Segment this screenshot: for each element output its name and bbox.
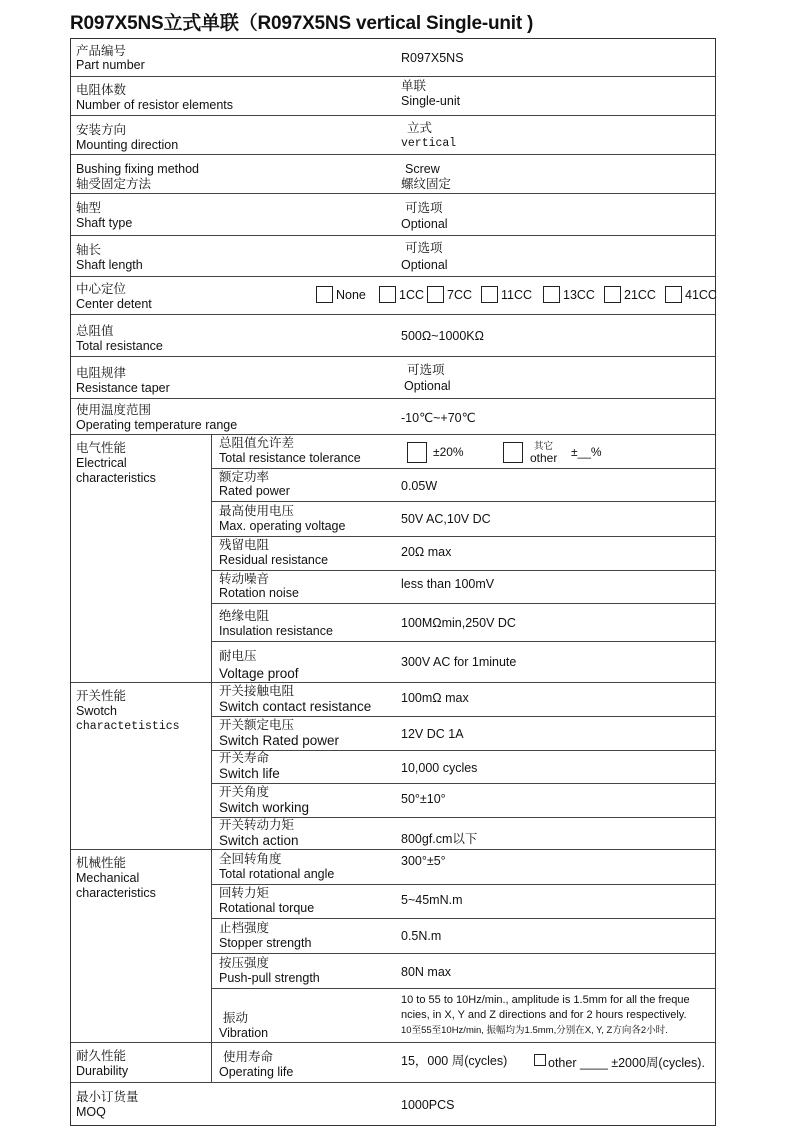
checkbox[interactable]	[481, 286, 498, 303]
label-cn: 最小订货量	[76, 1090, 139, 1104]
sub-row-push-pull-strength	[211, 954, 715, 989]
detent-option-none[interactable]	[316, 286, 366, 303]
sub-row-switch-life	[211, 751, 715, 784]
value: less than 100mV	[401, 577, 495, 591]
checkbox[interactable]	[665, 286, 682, 303]
option-label: 1CC	[399, 287, 425, 302]
group-label-en-1: Electrical	[76, 456, 127, 470]
group-label-en-2: characteristics	[76, 471, 156, 485]
label-cn: 开关角度	[219, 785, 270, 799]
label-en: MOQ	[76, 1105, 106, 1119]
page-title: R097X5NS立式单联（R097X5NS vertical Single-unit )	[70, 13, 534, 34]
label-cn: 轴型	[76, 201, 102, 215]
checkbox[interactable]	[543, 286, 560, 303]
label-en: Insulation resistance	[219, 624, 333, 638]
group-label-en: Durability	[76, 1064, 129, 1078]
sub-row-total-rotational-angle	[211, 850, 715, 885]
label-cn: 开关寿命	[219, 751, 270, 765]
label-en: Vibration	[219, 1026, 269, 1040]
value-line-2: ncies, in X, Y and Z directions and for 2 hours respectively.	[401, 1009, 687, 1021]
other-checkbox[interactable]	[534, 1054, 546, 1066]
option-label: 7CC	[447, 287, 473, 302]
sub-row-vibration	[211, 989, 715, 1043]
label-en: Switch life	[219, 766, 280, 781]
tolerance-other-checkbox[interactable]	[503, 442, 523, 463]
label-cn: 安装方向	[76, 123, 127, 137]
group-label	[76, 1049, 128, 1079]
group-electrical	[71, 435, 715, 683]
label-cn: 回转力矩	[219, 886, 270, 900]
label-en: Voltage proof	[219, 666, 299, 681]
label-en: Shaft type	[76, 216, 133, 230]
row-part-number	[71, 39, 715, 77]
group-label-cn: 开关性能	[76, 689, 127, 703]
detent-option-11cc[interactable]	[481, 286, 532, 303]
value-cn: 可选项	[405, 241, 443, 255]
label-cn: 开关接触电阻	[219, 684, 295, 698]
label-en: Resistance taper	[76, 381, 170, 395]
label-en: Rated power	[219, 484, 290, 498]
label-cn: 轴长	[76, 243, 102, 257]
label-en: Operating temperature range	[76, 418, 238, 432]
sub-row-switch-contact-resistance	[211, 683, 715, 717]
label-en: Stopper strength	[219, 936, 312, 950]
label-en: Rotational torque	[219, 901, 315, 915]
label-cn: 额定功率	[219, 470, 270, 484]
value: 12V DC 1A	[401, 727, 464, 741]
label-en: Switch action	[219, 833, 299, 848]
value-en: Screw	[405, 162, 440, 176]
row-moq	[71, 1083, 715, 1125]
label-cn: 电阻规律	[76, 366, 127, 380]
group-label-en-2: characteristics	[76, 886, 156, 900]
spec-table	[70, 38, 716, 1126]
label-cn: 开关额定电压	[219, 718, 295, 732]
option-label: 13CC	[563, 287, 595, 302]
label-en: Mounting direction	[76, 138, 179, 152]
value: -10℃~+70℃	[401, 411, 476, 425]
label-cn: 轴受固定方法	[76, 177, 152, 191]
detent-option-41cc[interactable]	[665, 286, 717, 303]
label-en: Part number	[76, 58, 145, 72]
checkbox[interactable]	[604, 286, 621, 303]
group-label-cn: 机械性能	[76, 856, 127, 870]
value-en: Optional	[401, 217, 448, 231]
label-en: Residual resistance	[219, 553, 329, 567]
label-cn: 开关转动力矩	[219, 818, 295, 832]
value-en: Single-unit	[401, 94, 461, 108]
sub-row-switch-action	[211, 818, 715, 850]
label-cn: 产品编号	[76, 44, 127, 58]
option-label: 41CC	[685, 287, 717, 302]
value: 800gf.cm以下	[401, 832, 478, 846]
checkbox[interactable]	[316, 286, 333, 303]
sub-row-insulation-resistance	[211, 604, 715, 642]
value-en: Optional	[404, 379, 451, 393]
detent-option-7cc[interactable]	[427, 286, 472, 303]
option-label: None	[336, 287, 366, 302]
label-cn: 转动噪音	[219, 572, 270, 586]
label-en: Operating life	[219, 1065, 294, 1079]
value: 50V AC,10V DC	[401, 512, 491, 526]
group-label-en-1: Swotch	[76, 704, 117, 718]
value-en: vertical	[401, 137, 457, 150]
value-cn: 可选项	[405, 201, 443, 215]
value: 0.05W	[401, 479, 438, 493]
other-label-en: other	[530, 451, 558, 465]
sub-row-rotation-noise	[211, 571, 715, 604]
row-resistance-taper	[71, 357, 715, 399]
checkbox[interactable]	[427, 286, 444, 303]
label-cn: 总阻值	[76, 324, 114, 338]
sub-row-stopper-strength	[211, 919, 715, 954]
row-mounting-direction	[71, 116, 715, 155]
label-cn: 残留电阻	[219, 538, 270, 552]
group-durability	[71, 1043, 715, 1083]
label-en: Number of resistor elements	[76, 98, 234, 112]
value: 100mΩ max	[401, 691, 469, 705]
value-cn: 立式	[407, 121, 433, 135]
value-line-3: 10至55至10Hz/min, 振幅均为1.5mm,分别在X, Y, Z方向各2小时.	[401, 1025, 668, 1036]
label-cn: 按压强度	[219, 956, 270, 970]
row-center-detent	[71, 277, 715, 315]
value: 80N max	[401, 965, 452, 979]
value: 500Ω~1000KΩ	[401, 329, 484, 343]
group-switch	[71, 683, 715, 850]
group-label	[76, 689, 180, 734]
sub-row-tolerance	[211, 435, 715, 469]
row-operating-temperature	[71, 399, 715, 435]
label-cn: 中心定位	[76, 282, 127, 296]
sub-row-max-voltage	[211, 502, 715, 537]
option-label: 21CC	[624, 287, 656, 302]
row-total-resistance	[71, 315, 715, 357]
option-label: 11CC	[501, 287, 533, 302]
row-shaft-type	[71, 194, 715, 236]
label-cn: 最高使用电压	[219, 504, 295, 518]
label-en: Rotation noise	[219, 586, 299, 600]
value-cn: 单联	[401, 79, 427, 93]
label-en: Switch Rated power	[219, 733, 340, 748]
other-value: ±__%	[571, 445, 602, 459]
value: 300°±5°	[401, 854, 446, 868]
group-label	[76, 441, 156, 486]
value: 50°±10°	[401, 792, 446, 806]
value-en: Optional	[401, 258, 448, 272]
label-cn: 止档强度	[219, 921, 270, 935]
row-bushing-fixing	[71, 155, 715, 194]
value: 5~45mN.m	[401, 893, 463, 907]
label-cn: 全回转角度	[219, 852, 282, 866]
value: 1000PCS	[401, 1098, 455, 1112]
checkbox[interactable]	[379, 286, 396, 303]
value-line-1: 10 to 55 to 10Hz/min., amplitude is 1.5mm for all the freque	[401, 994, 690, 1006]
label-en: Switch working	[219, 800, 310, 815]
value: 100MΩmin,250V DC	[401, 616, 516, 630]
label-en: Total rotational angle	[219, 867, 335, 881]
value: 0.5N.m	[401, 929, 442, 943]
label-en: Bushing fixing method	[76, 162, 199, 176]
sub-row-rated-power	[211, 469, 715, 502]
label-cn: 绝缘电阻	[219, 609, 270, 623]
label-en: Shaft length	[76, 258, 143, 272]
value: R097X5NS	[401, 51, 464, 65]
sub-row-operating-life	[211, 1043, 715, 1083]
label-en: Total resistance tolerance	[219, 451, 361, 465]
sub-row-rotational-torque	[211, 885, 715, 919]
group-label	[76, 856, 156, 901]
detent-option-13cc[interactable]	[543, 286, 595, 303]
value-cn: 可选项	[407, 363, 445, 377]
label-en: Switch contact resistance	[219, 699, 372, 714]
label-cn: 振动	[223, 1011, 249, 1025]
other-value: other ____ ±2000周(cycles).	[548, 1056, 705, 1070]
other-label-cn: 其它	[534, 441, 554, 452]
value: 20Ω max	[401, 545, 452, 559]
value: 15，000 周(cycles)	[401, 1054, 508, 1068]
label-cn: 电阻体数	[76, 83, 127, 97]
label-en: Max. operating voltage	[219, 519, 346, 533]
label-en: Push-pull strength	[219, 971, 320, 985]
tolerance-20-label: ±20%	[433, 445, 464, 459]
label-cn: 耐电压	[219, 649, 257, 663]
group-label-en-2: charactetistics	[76, 720, 180, 733]
group-label-en-1: Mechanical	[76, 871, 140, 885]
group-mechanical	[71, 850, 715, 1043]
value: 300V AC for 1minute	[401, 655, 517, 669]
row-resistor-elements	[71, 77, 715, 116]
sub-row-switch-rated-power	[211, 717, 715, 751]
detent-option-21cc[interactable]	[604, 286, 656, 303]
row-shaft-length	[71, 236, 715, 277]
label-cn: 使用寿命	[223, 1050, 274, 1064]
group-label-cn: 耐久性能	[76, 1049, 127, 1063]
detent-option-1cc[interactable]	[379, 286, 424, 303]
label-en: Center detent	[76, 297, 152, 311]
group-label-cn: 电气性能	[76, 441, 127, 455]
value-cn: 螺纹固定	[401, 177, 452, 191]
label-cn: 使用温度范围	[76, 403, 152, 417]
sub-row-voltage-proof	[211, 642, 715, 683]
sub-row-switch-working	[211, 784, 715, 818]
sub-row-residual-resistance	[211, 537, 715, 571]
label-en: Total resistance	[76, 339, 163, 353]
tolerance-20-checkbox[interactable]	[407, 442, 427, 463]
value: 10,000 cycles	[401, 761, 478, 775]
label-cn: 总阻值允许差	[219, 436, 295, 450]
